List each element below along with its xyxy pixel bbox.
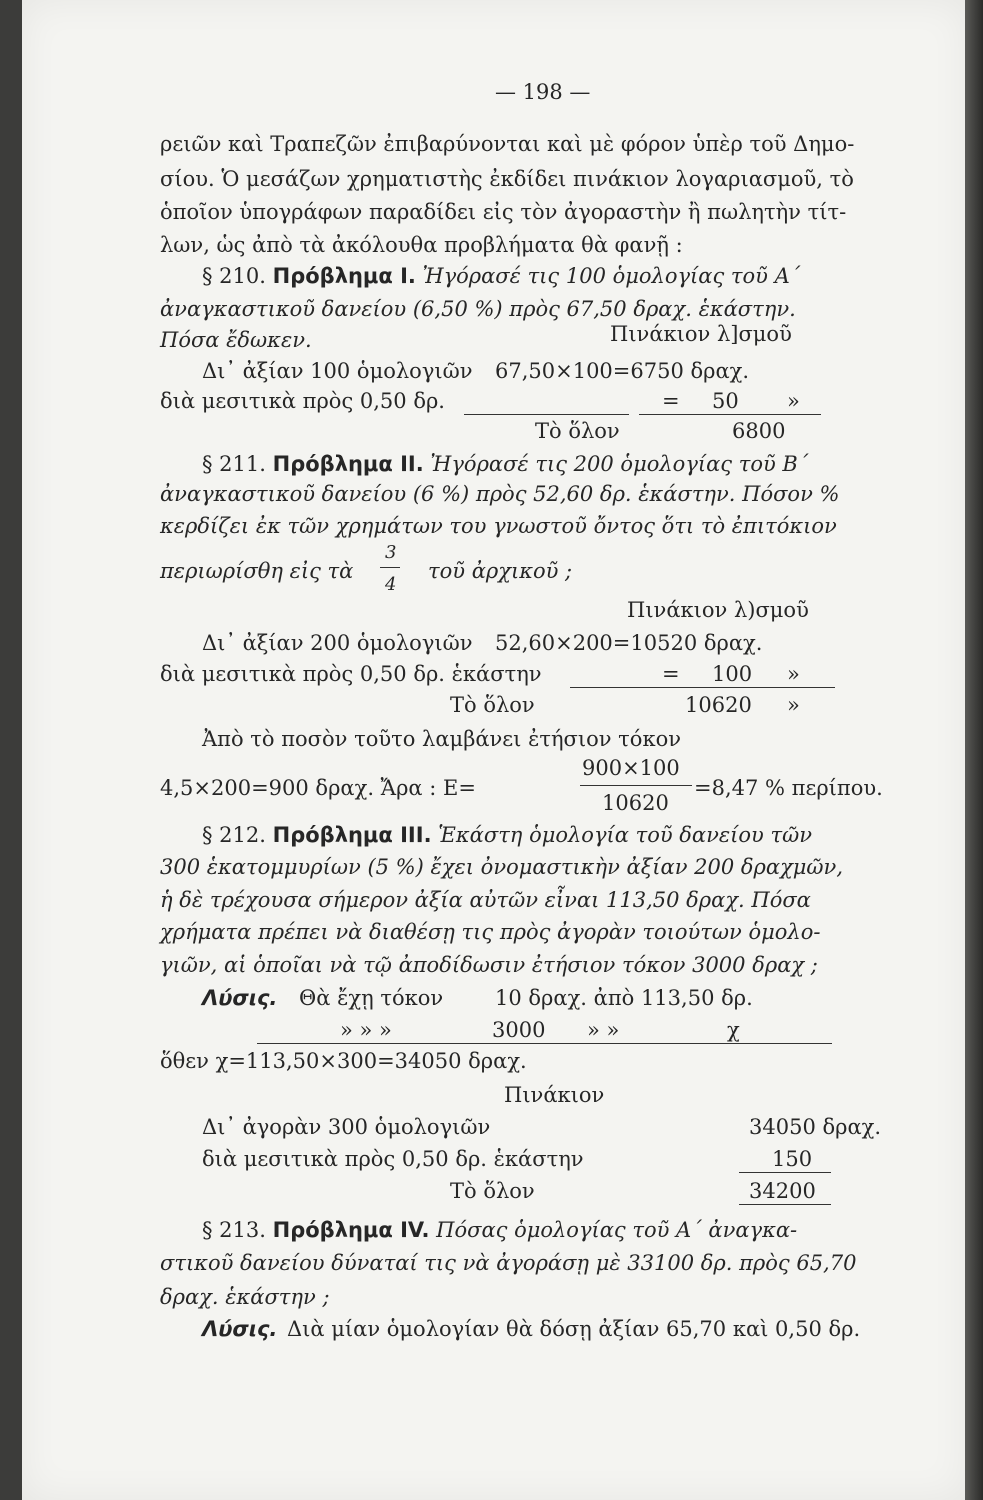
- fraction-bar: [580, 785, 692, 786]
- section-number: § 211.: [202, 452, 266, 476]
- ditto-mark: »: [787, 693, 800, 717]
- account-row-label: Δι᾽ ἀξίαν 100 ὁμολογιῶν: [202, 359, 473, 383]
- problem-text: Ἑκάστη ὁμολογία τοῦ δανείου τῶν: [438, 823, 812, 847]
- ditto-marks: » »: [587, 1018, 620, 1042]
- formula-right: =8,47 % περίπου.: [694, 776, 883, 800]
- fraction-bar: [380, 567, 400, 568]
- fraction-denominator: 4: [385, 574, 397, 595]
- account-row-label: διὰ μεσιτικὰ πρὸς 0,50 δρ. ἑκάστην: [160, 662, 542, 686]
- text-line: ρειῶν καὶ Τραπεζῶν ἐπιβαρύνονται καὶ μὲ φόρον ὑπὲρ τοῦ Δημο-: [160, 132, 855, 156]
- total-label: Τὸ ὅλον: [450, 1179, 535, 1203]
- formula-numerator: 900×100: [582, 756, 680, 780]
- text-line: Ἀπὸ τὸ ποσὸν τοῦτο λαμβάνει ἐτήσιον τόκον: [202, 727, 681, 751]
- rule: [639, 414, 821, 415]
- problem-text: τοῦ ἀρχικοῦ ;: [428, 559, 573, 583]
- solution-text: 10 δραχ. ἀπὸ 113,50 δρ.: [495, 986, 753, 1010]
- problem-text: 300 ἑκατομμυρίων (5 %) ἔχει ὀνομαστικὴν ἀξίαν 200 δραχμῶν,: [160, 855, 844, 879]
- text-line: σίου. Ὁ μεσάζων χρηματιστὴς ἐκδίδει πινάκιον λογαριασμοῦ, τὸ: [160, 167, 854, 191]
- problem-text: ἀναγκαστικοῦ δανείου (6 %) πρὸς 52,60 δρ. ἑκάστην. Πόσον %: [160, 482, 840, 506]
- account-row-value: 34050 δραχ.: [749, 1115, 882, 1139]
- solution-text: Διὰ μίαν ὁμολογίαν θὰ δόσῃ ἀξίαν 65,70 καὶ 0,50 δρ.: [287, 1317, 861, 1341]
- pinakion-heading: Πινάκιον λ)σμοῦ: [627, 598, 809, 622]
- equals-sign: =: [662, 662, 680, 686]
- rule: [570, 687, 835, 688]
- problem-text: δραχ. ἑκάστην ;: [160, 1285, 330, 1309]
- solution-value: 3000: [492, 1018, 546, 1042]
- account-row-value: 150: [772, 1147, 813, 1171]
- formula-left: 4,5×200=900 δραχ. Ἄρα : Ε=: [160, 776, 476, 800]
- section-number: § 210.: [202, 264, 266, 288]
- section-210-heading: [202, 264, 800, 288]
- pinakion-heading: Πινάκιον: [504, 1083, 605, 1107]
- section-211-heading: [202, 452, 808, 476]
- account-row-label: Δι᾽ ἀγορὰν 300 ὁμολογιῶν: [202, 1115, 491, 1139]
- book-page: [22, 0, 967, 1500]
- fraction-numerator: 3: [385, 542, 397, 563]
- total-label: Τὸ ὅλον: [450, 693, 535, 717]
- formula-denominator: 10620: [602, 791, 669, 815]
- rule: [257, 1043, 832, 1044]
- book-page-edge: [965, 0, 983, 1500]
- account-row-value: 50: [712, 389, 739, 413]
- ditto-mark: »: [787, 662, 800, 686]
- section-number: § 213.: [202, 1218, 266, 1242]
- problem-text: ἡ δὲ τρέχουσα σήμερον ἀξία αὐτῶν εἶναι 113,50 δραχ. Πόσα: [160, 888, 811, 912]
- total-value: 34200: [749, 1179, 816, 1203]
- solution-text: ὅθεν χ=113,50×300=34050 δραχ.: [160, 1049, 527, 1073]
- page-number: — 198 —: [495, 80, 591, 104]
- problem-title: Πρόβλημα Ι.: [272, 264, 416, 288]
- account-row-calc: 52,60×200=10520 δραχ.: [495, 631, 763, 655]
- ditto-marks: » » »: [340, 1018, 392, 1042]
- problem-text: ἀναγκαστικοῦ δανείου (6,50 %) πρὸς 67,50 δραχ. ἑκάστην.: [160, 297, 796, 321]
- equals-sign: =: [662, 389, 680, 413]
- rule: [739, 1204, 831, 1205]
- problem-title: Πρόβλημα ΙΙ.: [272, 452, 424, 476]
- total-value: 10620: [685, 693, 752, 717]
- problem-title: Πρόβλημα ΙΙΙ.: [272, 823, 432, 847]
- problem-text: γιῶν, αἱ ὁποῖαι νὰ τῷ ἀποδίδωσιν ἐτήσιον τόκον 3000 δραχ ;: [160, 953, 818, 977]
- section-213-heading: [202, 1218, 797, 1242]
- problem-title: Πρόβλημα ΙV.: [272, 1218, 430, 1242]
- account-row-label: Δι᾽ ἀξίαν 200 ὁμολογιῶν: [202, 631, 473, 655]
- lysis-label: Λύσις.: [202, 986, 278, 1010]
- ditto-mark: »: [787, 389, 800, 413]
- account-row-label: διὰ μεσιτικὰ πρὸς 0,50 δρ. ἑκάστην: [202, 1147, 584, 1171]
- problem-text: κερδίζει ἐκ τῶν χρημάτων του γνωστοῦ ὄντος ὅτι τὸ ἐπιτόκιον: [160, 514, 837, 538]
- problem-text: στικοῦ δανείου δύναταί τις νὰ ἀγοράσῃ μὲ 33100 δρ. πρὸς 65,70: [160, 1251, 857, 1275]
- problem-text: Ἠγόρασέ τις 100 ὁμολογίας τοῦ Α΄: [422, 264, 801, 288]
- lysis-label: Λύσις.: [202, 1317, 278, 1341]
- account-row-calc: 67,50×100=6750 δραχ.: [495, 359, 750, 383]
- total-value: 6800: [732, 419, 786, 443]
- account-row-value: 100: [712, 662, 753, 686]
- solution-text: Θὰ ἔχῃ τόκον: [299, 986, 444, 1010]
- text-line: ὁποῖον ὑπογράφων παραδίδει εἰς τὸν ἀγοραστὴν ἢ πωλητὴν τίτ-: [160, 200, 847, 224]
- rule: [464, 414, 629, 415]
- total-label: Τὸ ὅλον: [535, 419, 620, 443]
- problem-text: Πόσα ἔδωκεν.: [160, 328, 312, 352]
- rule: [739, 1172, 831, 1173]
- section-212-heading: [202, 823, 812, 847]
- problem-text: Πόσας ὁμολογίας τοῦ Α΄ ἀναγκα-: [436, 1218, 798, 1242]
- problem-text: περιωρίσθη εἰς τὰ: [160, 559, 354, 583]
- text-line: λων, ὡς ἀπὸ τὰ ἀκόλουθα προβλήματα θὰ φανῇ :: [160, 233, 683, 257]
- unknown-variable: χ: [727, 1018, 740, 1042]
- account-row-label: διὰ μεσιτικὰ πρὸς 0,50 δρ.: [160, 389, 445, 413]
- pinakion-heading: Πινάκιον λ]σμοῦ: [610, 322, 792, 346]
- section-number: § 212.: [202, 823, 266, 847]
- problem-text: Ἠγόρασέ τις 200 ὁμολογίας τοῦ Β΄: [430, 452, 809, 476]
- problem-text: χρήματα πρέπει νὰ διαθέσῃ τις πρὸς ἀγορὰν τοιούτων ὁμολο-: [160, 920, 821, 944]
